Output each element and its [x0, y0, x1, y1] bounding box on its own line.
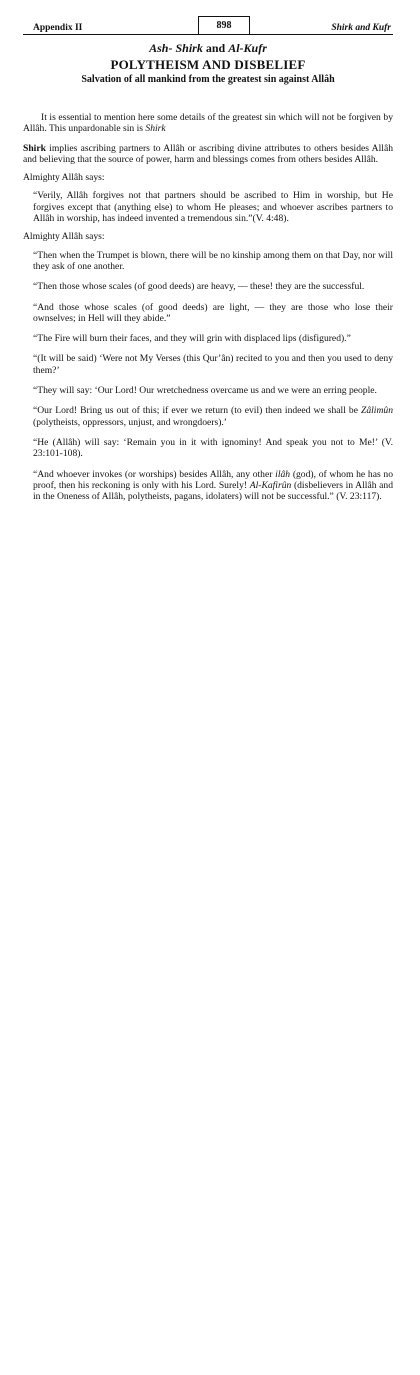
quote-text: “And whoever invokes (or worships) besides Allâh, any other	[33, 468, 276, 480]
kafirun-term: Al-Kafirûn	[249, 479, 292, 491]
quote-text: (polytheists, oppressors, unjust, and wrongdoers).’	[33, 416, 227, 428]
shirk-definition-text: implies ascribing partners to Allâh or ascribing divine attributes to others besides Allâh and believing that the source of power, harm and blessings comes from others besides Allâh.	[23, 142, 393, 165]
title-ash-shirk: Ash- Shirk	[149, 41, 203, 55]
quote-paragraph: “They will say: ‘Our Lord! Our wretchedness overcame us and we were an erring people.	[33, 385, 377, 397]
quote-text: “Our Lord! Bring us out of this; if ever we return (to evil) then indeed we shall be	[33, 405, 361, 417]
quote-zalimun	[33, 405, 393, 428]
quote-he-will-say: “He (Allâh) will say: ‘Remain you in it with ignominy! And speak you not to Me!’ (V. 23:101-108).	[33, 436, 393, 460]
shirk-term: Shirk	[23, 142, 46, 154]
title-and: and	[202, 41, 229, 55]
page-subheading: Salvation of all mankind from the greatest sin against Allâh	[81, 74, 335, 85]
quote-paragraph: “Then those whose scales (of good deeds) are heavy, — these! they are the successful.	[33, 281, 365, 293]
document-page	[23, 14, 393, 502]
header-chapter-title: Shirk and Kufr	[331, 23, 391, 33]
quote-text: (god), of whom he has no proof, then his reckoning is only with his Lord. Surely!	[33, 468, 394, 491]
intro-text: It is essential to mention here some details of the greatest sin which will not be forgiven by Allâh. This unpardonable sin is	[23, 112, 393, 135]
zalimun-term: Zâlimûn	[361, 405, 393, 417]
header-section-label: Appendix II	[33, 23, 83, 33]
title-al-kufr: Al-Kufr	[228, 41, 267, 55]
quote-paragraph: “(It will be said) ‘Were not My Verses (this Qur’ân) recited to you and then you used to deny them?’	[33, 353, 393, 376]
allah-says-label: Almighty Allâh says:	[23, 172, 105, 184]
ilah-term: ilâh	[275, 468, 291, 480]
page-heading: POLYTHEISM AND DISBELIEF	[110, 57, 306, 72]
quote-text: (disbelievers in Allâh and in the Oneness of Allâh, polytheists, pagans, idolaters) will not be successful.” (V. 23:117).	[33, 479, 393, 503]
quote-verse-23-117	[33, 469, 393, 503]
quote-paragraph: “And those whose scales (of good deeds) are light, — they are those who lose their ownselves; in Hell will they abide.”	[33, 301, 393, 324]
intro-paragraph	[23, 112, 393, 135]
intro-term: Shirk	[145, 123, 166, 135]
quote-verse-4-48: “Verily, Allâh forgives not that partners should be ascribed to Him in worship, but He forgives except that (anything else) to whom He pleases; and whoever ascribes partners to Allâh in worship, has indeed invented a tremendous sin.”(V. 4:48).	[33, 190, 393, 225]
page-title	[23, 41, 393, 56]
page-number: 898	[198, 16, 250, 34]
quote-paragraph: “Then when the Trumpet is blown, there will be no kinship among them on that Day, nor will they ask of one another.	[33, 249, 393, 272]
quote-paragraph: “The Fire will burn their faces, and they will grin with displaced lips (disfigured).”	[33, 333, 351, 345]
page-header	[23, 14, 393, 35]
allah-says-label: Almighty Allâh says:	[23, 231, 105, 243]
shirk-definition-paragraph	[23, 143, 393, 166]
